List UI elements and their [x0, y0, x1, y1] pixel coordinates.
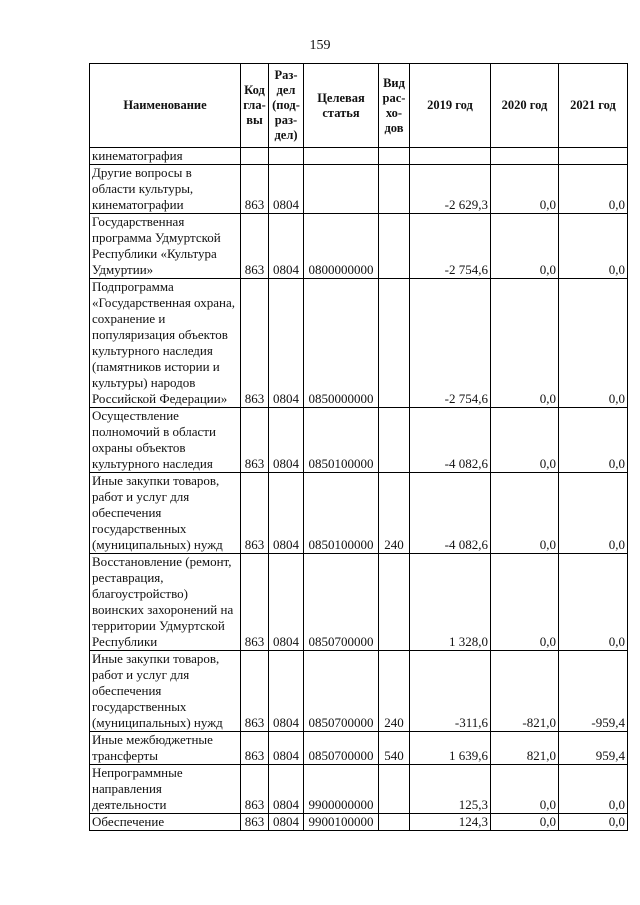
row-target: 0850100000 [304, 473, 379, 554]
table-row [90, 148, 628, 165]
table-row [90, 651, 628, 732]
row-kind [379, 408, 410, 473]
row-2019: -2 629,3 [410, 165, 491, 214]
row-section: 0804 [269, 732, 304, 765]
row-code: 863 [241, 765, 269, 814]
row-target: 0850700000 [304, 732, 379, 765]
row-target: 0850700000 [304, 651, 379, 732]
row-2021 [559, 148, 628, 165]
row-2020 [491, 148, 559, 165]
table-row [90, 814, 628, 831]
row-code: 863 [241, 408, 269, 473]
row-target: 0850700000 [304, 554, 379, 651]
row-kind [379, 279, 410, 408]
row-2019: 124,3 [410, 814, 491, 831]
row-code: 863 [241, 651, 269, 732]
table-row [90, 765, 628, 814]
row-target: 0800000000 [304, 214, 379, 279]
row-2019: -311,6 [410, 651, 491, 732]
row-2021: 0,0 [559, 408, 628, 473]
row-name: кинематография [90, 148, 241, 165]
row-section: 0804 [269, 165, 304, 214]
budget-table [89, 63, 628, 831]
row-2021: -959,4 [559, 651, 628, 732]
row-section: 0804 [269, 651, 304, 732]
row-2021: 0,0 [559, 814, 628, 831]
row-2021: 0,0 [559, 165, 628, 214]
header-code: Код гла- вы [241, 64, 269, 148]
row-kind: 240 [379, 651, 410, 732]
row-target [304, 165, 379, 214]
row-code: 863 [241, 279, 269, 408]
row-2019: 125,3 [410, 765, 491, 814]
table-row [90, 554, 628, 651]
row-kind [379, 165, 410, 214]
row-target: 9900000000 [304, 765, 379, 814]
table-row [90, 408, 628, 473]
table-row [90, 732, 628, 765]
row-code [241, 148, 269, 165]
row-name: Подпрограмма «Государственная охрана, сохранение и популяризация объектов культурного наследия (памятников истории и культуры) народов Российской Федерации» [90, 279, 241, 408]
row-2020: 0,0 [491, 279, 559, 408]
row-2020: 0,0 [491, 408, 559, 473]
row-kind [379, 214, 410, 279]
row-name: Иные межбюджетные трансферты [90, 732, 241, 765]
row-kind: 540 [379, 732, 410, 765]
row-target: 0850000000 [304, 279, 379, 408]
row-2019: -4 082,6 [410, 408, 491, 473]
row-2020: -821,0 [491, 651, 559, 732]
row-code: 863 [241, 214, 269, 279]
row-name: Иные закупки товаров, работ и услуг для обеспечения государственных (муниципальных) нужд [90, 473, 241, 554]
row-kind [379, 814, 410, 831]
row-code: 863 [241, 814, 269, 831]
row-kind [379, 765, 410, 814]
row-2019: -2 754,6 [410, 214, 491, 279]
header-2021: 2021 год [559, 64, 628, 148]
table-row [90, 214, 628, 279]
header-section: Раз- дел (под- раз- дел) [269, 64, 304, 148]
row-2020: 821,0 [491, 732, 559, 765]
row-name: Государственная программа Удмуртской Республики «Культура Удмуртии» [90, 214, 241, 279]
row-2021: 0,0 [559, 214, 628, 279]
row-section: 0804 [269, 814, 304, 831]
row-section: 0804 [269, 408, 304, 473]
row-2020: 0,0 [491, 165, 559, 214]
row-target [304, 148, 379, 165]
row-section [269, 148, 304, 165]
row-name: Другие вопросы в области культуры, кинематографии [90, 165, 241, 214]
table-row [90, 279, 628, 408]
row-name: Иные закупки товаров, работ и услуг для обеспечения государственных (муниципальных) нужд [90, 651, 241, 732]
row-2019 [410, 148, 491, 165]
row-2019: -4 082,6 [410, 473, 491, 554]
row-target: 9900100000 [304, 814, 379, 831]
row-section: 0804 [269, 765, 304, 814]
row-section: 0804 [269, 554, 304, 651]
row-code: 863 [241, 165, 269, 214]
header-2019: 2019 год [410, 64, 491, 148]
row-2019: -2 754,6 [410, 279, 491, 408]
row-target: 0850100000 [304, 408, 379, 473]
row-code: 863 [241, 732, 269, 765]
table-row [90, 473, 628, 554]
row-2021: 0,0 [559, 554, 628, 651]
row-kind: 240 [379, 473, 410, 554]
header-target: Целевая статья [304, 64, 379, 148]
row-name: Осуществление полномочий в области охраны объектов культурного наследия [90, 408, 241, 473]
row-2020: 0,0 [491, 814, 559, 831]
page-number: 159 [309, 38, 331, 53]
row-2020: 0,0 [491, 554, 559, 651]
row-2021: 0,0 [559, 765, 628, 814]
row-2021: 959,4 [559, 732, 628, 765]
row-2019: 1 328,0 [410, 554, 491, 651]
header-2020: 2020 год [491, 64, 559, 148]
row-2020: 0,0 [491, 473, 559, 554]
row-2021: 0,0 [559, 279, 628, 408]
row-name: Восстановление (ремонт, реставрация, благоустройство) воинских захоронений на территории Удмуртской Республики [90, 554, 241, 651]
row-2021: 0,0 [559, 473, 628, 554]
row-kind [379, 148, 410, 165]
row-2020: 0,0 [491, 214, 559, 279]
row-section: 0804 [269, 279, 304, 408]
row-2019: 1 639,6 [410, 732, 491, 765]
table-row [90, 165, 628, 214]
row-section: 0804 [269, 214, 304, 279]
row-code: 863 [241, 473, 269, 554]
header-kind: Вид рас- хо- дов [379, 64, 410, 148]
header-name: Наименование [90, 64, 241, 148]
row-name: Непрограммные направления деятельности [90, 765, 241, 814]
row-code: 863 [241, 554, 269, 651]
row-kind [379, 554, 410, 651]
row-2020: 0,0 [491, 765, 559, 814]
row-name: Обеспечение [90, 814, 241, 831]
header-row [90, 64, 628, 148]
row-section: 0804 [269, 473, 304, 554]
